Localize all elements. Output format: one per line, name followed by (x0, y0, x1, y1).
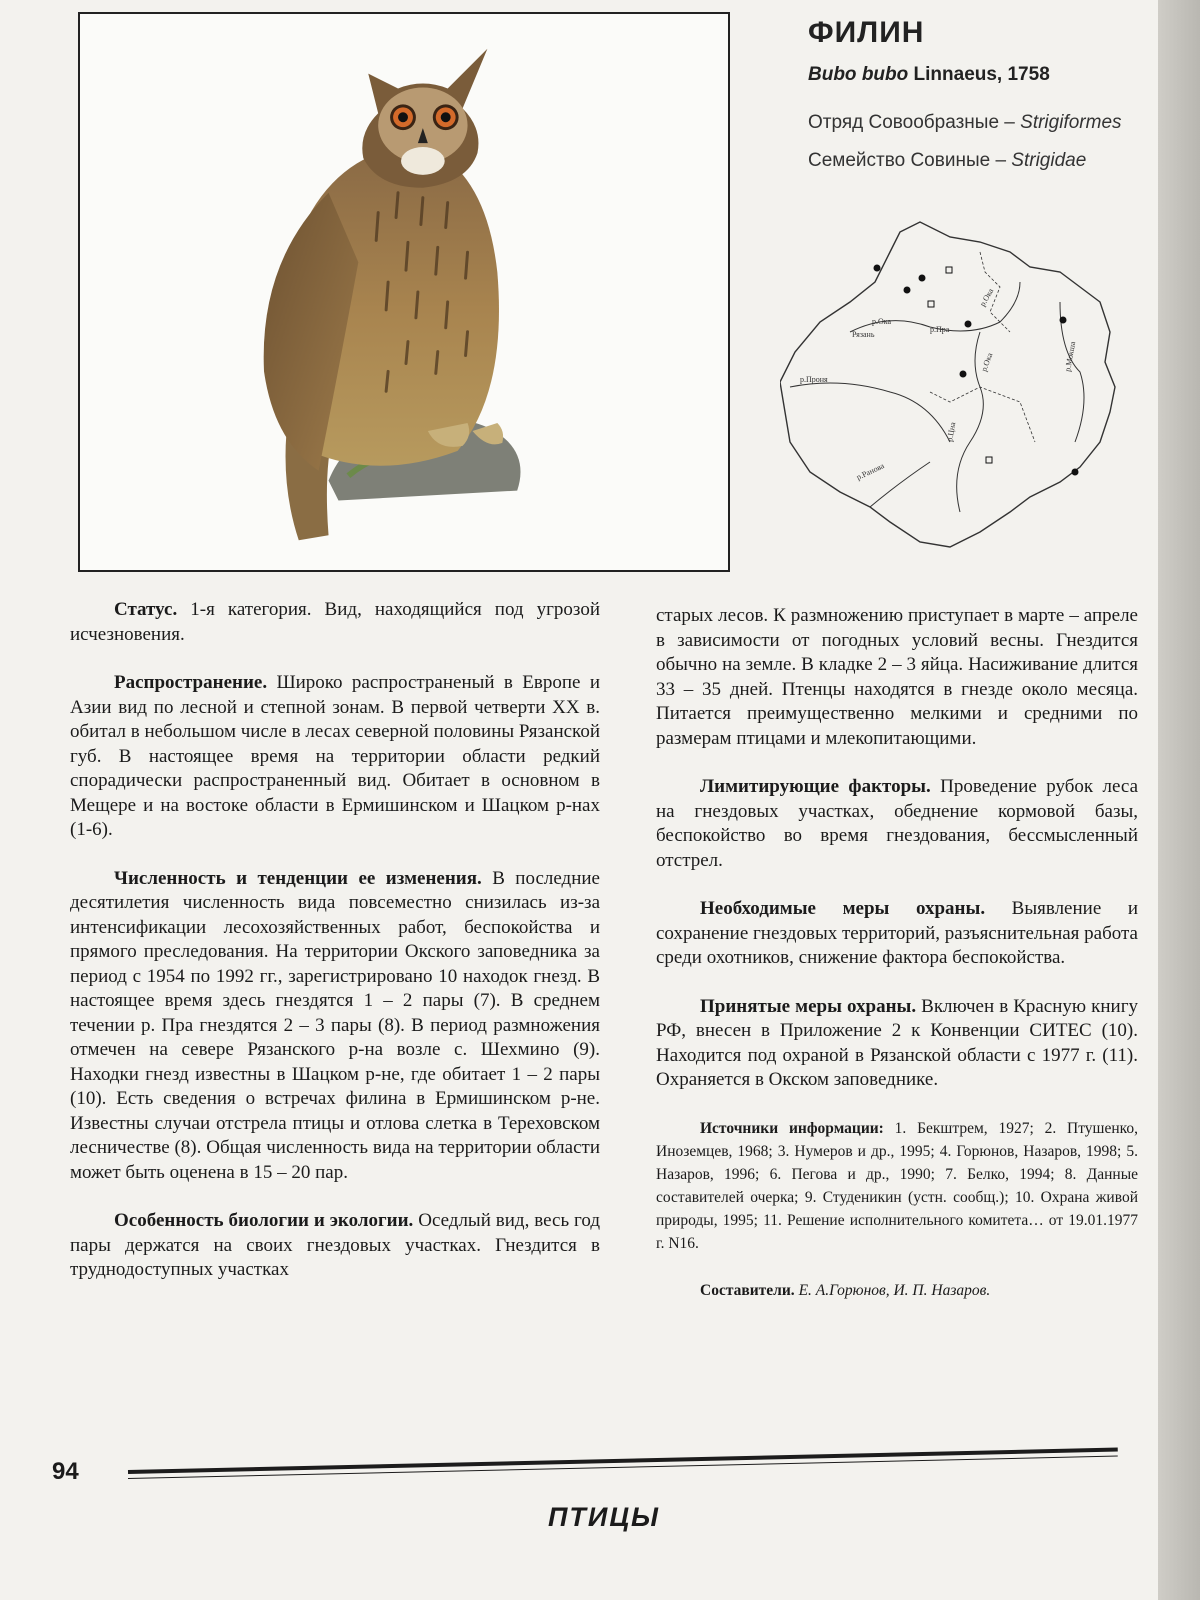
sources-paragraph (656, 1117, 1138, 1255)
family-line (808, 150, 1086, 172)
biology-heading: Особенность биологии и экологии. (114, 1210, 414, 1231)
limits-text: Проведение рубок леса на гнездовых участках, обеднение кормовой базы, беспокойство во время гнездования, бессмысленный отстрел. (656, 776, 1138, 871)
needed-text: Выявление и сохранение гнездовых территорий, разъяснительная работа среди охотников, снижение фактора беспокойства. (656, 898, 1139, 968)
family-latin: Strigidae (1011, 150, 1087, 171)
range-paragraph (70, 671, 600, 843)
distribution-map (780, 212, 1140, 572)
footer-rule (128, 1448, 1118, 1474)
latin-binomial: Bubo bubo (808, 64, 909, 85)
biology-paragraph (70, 1209, 600, 1283)
order-label: Отряд Совообразные – (808, 112, 1021, 133)
map-label-ryazan: Рязань (852, 330, 875, 339)
taken-heading: Принятые меры охраны. (700, 995, 917, 1017)
range-heading: Распространение. (114, 672, 268, 693)
sources-text: 1. Бекштрем, 1927; 2. Птушенко, Иноземцев, 1968; 3. Нумеров и др., 1995; 4. Горюнов, Назаров, 1998; 5. Назаров, 1996; 6. Пегова и др., 1990; 7. Белко, 1994; 8. Данные составителей очерка; 9. Студеникин (устн. сообщ.); 10. Охрана живой природы, 1995; 11. Решение исполнительного комитета… от 19.01.1977 г. N16. (656, 1119, 1138, 1252)
latin-author: Linnaeus, 1758 (908, 64, 1050, 85)
status-paragraph (70, 598, 600, 647)
map-label-oka-2: р.Ока (977, 286, 996, 308)
map-label-pra: р.Пра (930, 325, 950, 334)
text-column-left (70, 598, 600, 1307)
limits-heading: Лимитирующие факторы. (700, 776, 931, 797)
map-label-oka-1: р.Ока (872, 317, 892, 326)
needed-paragraph (656, 897, 1138, 971)
page-edge (1158, 0, 1200, 1600)
taken-text: Включен в Красную книгу РФ, внесен в Приложение 2 к Конвенции СИТЕС (10). Находится под охраной в Рязанской области с 1977 г. (11). Охраняется в Окском заповеднике. (656, 995, 1139, 1090)
species-title: ФИЛИН (808, 16, 925, 49)
needed-heading: Необходимые меры охраны. (700, 898, 986, 919)
authors-paragraph (656, 1279, 1138, 1302)
status-heading: Статус. (114, 599, 178, 620)
authors-heading: Составители. (700, 1281, 795, 1299)
map-label-pronya: р.Проня (800, 375, 828, 384)
limits-paragraph (656, 775, 1138, 873)
numbers-text: В последние десятилетия численность вида повсеместно снизилась из-за интенсификации лесохозяйственных работ, беспокойства и прямого преследования. На территории Окского заповедника за период с 1954 по 1992 гг., зарегистрировано 10 находок гнезд. В настоящее время здесь гнездятся 1 – 2 пары (7). В среднем течении р. Пра гнездятся 2 – 3 пары (8). В период размножения отмечен на севере Рязанского р-на возле с. Шехмино (9). Находки гнезд известны в Шацком р-не, где обитает 1 – 2 пары (10). Есть сведения о встречах филина в Ермишинском р-не. Известны случаи отстрела птицы и отлова слетка в Тереховском лесничестве (8). Общая численность вида на территории области может быть оценена в 15 – 20 пар. (70, 867, 600, 1183)
sources-heading: Источники информации: (700, 1119, 884, 1137)
status-text: 1-я категория. Вид, находящийся под угрозой исчезновения. (70, 599, 600, 645)
map-label-oka-3: р.Ока (979, 351, 995, 373)
latin-name (808, 64, 1050, 86)
order-line (808, 112, 1122, 134)
map-label-ranova: р.Ранова (855, 461, 886, 482)
biology-continuation: старых лесов. К размножению приступает в марте – апреле в зависимости от погодных условий весны. Гнездится обычно на земле. В кладке 2 – 3 яйца. Насиживание длится 33 – 35 дней. Птенцы находятся в гнезде около месяца. Питается преимущественно мелкими и средними по размерам птицами и млекопитающими. (656, 605, 1138, 749)
authors-text: Е. А.Горюнов, И. П. Назаров. (794, 1281, 991, 1299)
owl-picture (80, 14, 728, 570)
order-latin: Strigiformes (1020, 112, 1122, 133)
biology-text: Оседлый вид, весь год пары держатся на своих гнездовых участках. Гнездится в труднодоступных участках (70, 1210, 600, 1280)
owl-illustration (78, 12, 730, 572)
numbers-heading: Численность и тенденции ее изменения. (114, 867, 482, 889)
page-number: 94 (52, 1458, 79, 1485)
section-title: ПТИЦЫ (548, 1502, 661, 1532)
family-label: Семейство Совиные – (808, 150, 1012, 171)
map-label-tsna: р.Цна (945, 421, 958, 443)
text-column-right (656, 604, 1138, 1326)
taken-paragraph (656, 995, 1138, 1093)
range-text: Широко распространеный в Европе и Азии вид по лесной и степной зонам. В первой четверти XX в. обитал в небольшом числе в лесах северной половины Рязанской губ. В настоящее время на территории области редкий спорадически распространенный вид. Обитает в основном в Мещере и на востоке области в Ермишинском и Шацком р-нах (1-6). (70, 672, 600, 840)
map-label-moksha: р.Мокша (1063, 340, 1078, 373)
numbers-paragraph (70, 867, 600, 1186)
